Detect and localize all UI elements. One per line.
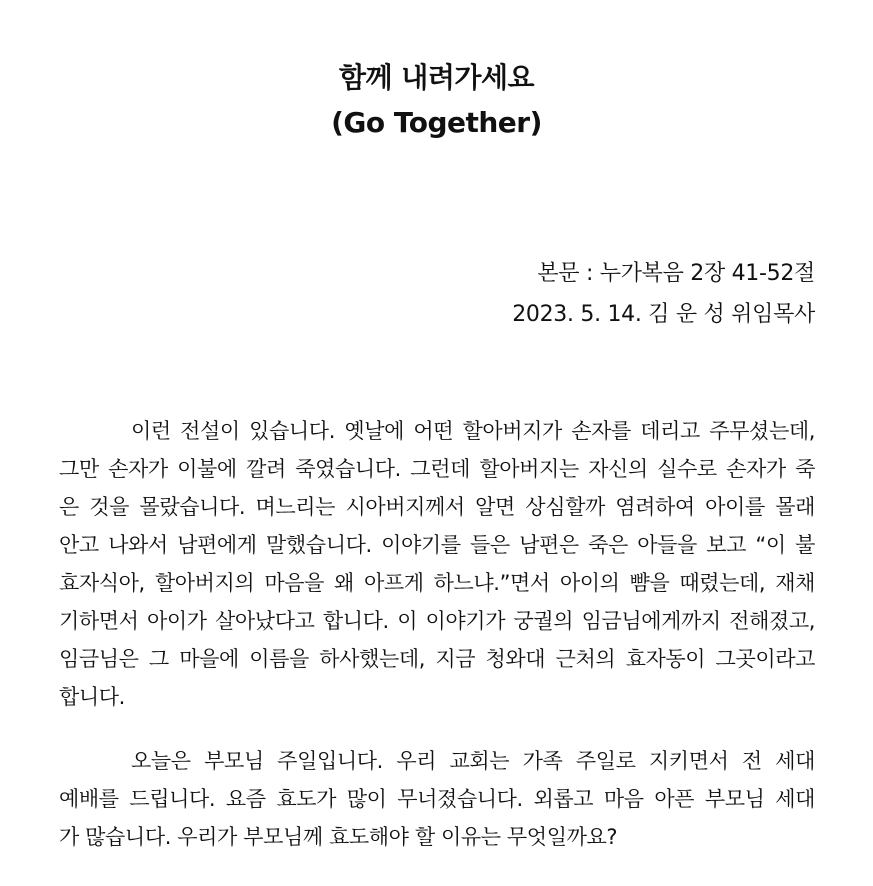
- paragraph-line: 합니다.: [59, 685, 125, 709]
- paragraph-line: 효자식아, 할아버지의 마음을 왜 아프게 하느냐.”면서 아이의 뺨을 때렸는데, 재채: [59, 571, 815, 595]
- paragraph-1: [59, 412, 815, 716]
- paragraph-line: 안고 나와서 남편에게 말했습니다. 이야기를 들은 남편은 죽은 아들을 보고 “이 불: [59, 533, 815, 557]
- paragraph-line: 은 것을 몰랐습니다. 며느리는 시아버지께서 알면 상심할까 염려하여 아이를 몰래: [59, 495, 815, 519]
- scripture-passage: 본문 : 누가복음 2장 41-52절: [537, 261, 815, 286]
- paragraph-line: 예배를 드립니다. 요즘 효도가 많이 무너졌습니다. 외롭고 마음 아픈 부모님 세대: [59, 787, 815, 811]
- paragraph-2: [59, 742, 815, 856]
- paragraph-line: 그만 손자가 이불에 깔려 죽였습니다. 그런데 할아버지는 자신의 실수로 손자가 죽: [59, 457, 815, 481]
- sermon-title: 함께 내려가세요: [338, 61, 535, 94]
- paragraph-line: 기하면서 아이가 살아났다고 합니다. 이 이야기가 궁궐의 임금님에게까지 전해졌고,: [59, 609, 815, 633]
- paragraph-line: 이런 전설이 있습니다. 옛날에 어떤 할아버지가 손자를 데리고 주무셨는데,: [131, 419, 815, 443]
- paragraph-line: 임금님은 그 마을에 이름을 하사했는데, 지금 청와대 근처의 효자동이 그곳이라고: [59, 647, 815, 671]
- paragraph-line: 오늘은 부모님 주일입니다. 우리 교회는 가족 주일로 지키면서 전 세대: [131, 749, 815, 773]
- date-and-author: 2023. 5. 14. 김 운 성 위임목사: [512, 302, 815, 327]
- sermon-subtitle: (Go Together): [331, 106, 542, 139]
- paragraph-line: 가 많습니다. 우리가 부모님께 효도해야 할 이유는 무엇일까요?: [59, 825, 618, 849]
